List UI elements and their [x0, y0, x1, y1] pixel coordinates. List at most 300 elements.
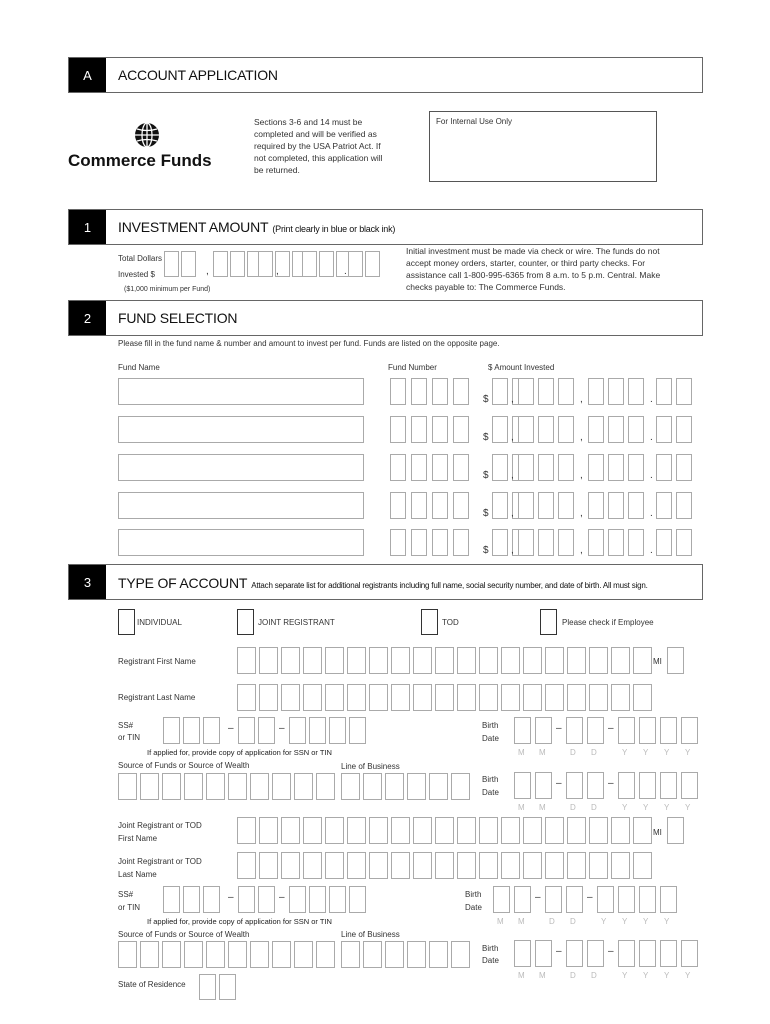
joint-first-name-box[interactable] — [633, 817, 652, 844]
joint-last-name-box[interactable] — [589, 852, 608, 879]
joint-first-name-box[interactable] — [479, 817, 498, 844]
registrant-last-name-box[interactable] — [413, 684, 432, 711]
registrant-ssn-box[interactable] — [258, 717, 275, 744]
joint-business-box[interactable] — [429, 941, 448, 968]
joint-2-birth-month-box[interactable] — [535, 940, 552, 967]
amount-digit-box[interactable] — [676, 416, 692, 443]
joint-2-birth-hint: M — [539, 971, 546, 980]
investment-digit-box[interactable] — [258, 251, 273, 277]
joint-first-name-box[interactable] — [391, 817, 410, 844]
amount-digit-box[interactable] — [676, 529, 692, 556]
joint-birth-year-box[interactable] — [597, 886, 614, 913]
joint-ssn-dash: – — [279, 892, 285, 903]
registrant-last-name-box[interactable] — [523, 684, 542, 711]
investment-digit-box[interactable] — [230, 251, 245, 277]
amount-digit-box[interactable] — [518, 454, 534, 481]
amount-digit-box[interactable] — [492, 454, 508, 481]
joint-source-box[interactable] — [272, 941, 291, 968]
registrant-2-birth-hint: D — [570, 803, 576, 812]
registrant-2-birth-month-box[interactable] — [514, 772, 531, 799]
registrant-first-name-box[interactable] — [479, 647, 498, 674]
joint-first-name-box[interactable] — [589, 817, 608, 844]
joint-first-name-box[interactable] — [281, 817, 300, 844]
joint-2-birth-hint: Y — [643, 971, 649, 980]
registrant-business-box[interactable] — [385, 773, 404, 800]
joint-first-name-box[interactable] — [501, 817, 520, 844]
amount-comma: , — [580, 394, 583, 405]
amount-digit-box[interactable] — [538, 529, 554, 556]
joint-2-birth-hint: D — [591, 971, 597, 980]
registrant-last-name-box[interactable] — [589, 684, 608, 711]
amount-digit-box[interactable] — [538, 492, 554, 519]
joint-last-name-box[interactable] — [479, 852, 498, 879]
joint-first-name-box[interactable] — [259, 817, 278, 844]
registrant-source-box[interactable] — [206, 773, 225, 800]
fund-number-box[interactable] — [411, 378, 427, 405]
joint-2-birth-month-box[interactable] — [514, 940, 531, 967]
joint-last-name-box[interactable] — [633, 852, 652, 879]
registrant-first-name-box[interactable] — [259, 647, 278, 674]
registrant-birth-month-box[interactable] — [535, 717, 552, 744]
amount-digit-box[interactable] — [608, 492, 624, 519]
amount-digit-box[interactable] — [492, 529, 508, 556]
registrant-birth-day-box[interactable] — [587, 717, 604, 744]
joint-last-label-2: Last Name — [118, 870, 157, 879]
joint-first-name-box[interactable] — [435, 817, 454, 844]
registrant-2-birth-year-box[interactable] — [660, 772, 677, 799]
registrant-first-name-box[interactable] — [633, 647, 652, 674]
registrant-mi-box[interactable] — [667, 647, 684, 674]
joint-registrant-label: JOINT REGISTRANT — [258, 618, 335, 627]
registrant-last-name-box[interactable] — [237, 684, 256, 711]
registrant-first-name-box[interactable] — [435, 647, 454, 674]
joint-last-name-box[interactable] — [523, 852, 542, 879]
fund-number-box[interactable] — [411, 529, 427, 556]
registrant-first-name-box[interactable] — [589, 647, 608, 674]
joint-business-box[interactable] — [341, 941, 360, 968]
amount-digit-box[interactable] — [518, 529, 534, 556]
registrant-last-name-box[interactable] — [479, 684, 498, 711]
joint-2-birth-year-box[interactable] — [681, 940, 698, 967]
amount-digit-box[interactable] — [656, 492, 672, 519]
fund-instructions: Please fill in the fund name & number and amount to invest per fund. Funds are listed on the opposite page. — [118, 339, 500, 348]
joint-2-birth-day-box[interactable] — [566, 940, 583, 967]
amount-digit-box[interactable] — [608, 529, 624, 556]
joint-first-name-box[interactable] — [457, 817, 476, 844]
amount-digit-box[interactable] — [518, 378, 534, 405]
joint-source-box[interactable] — [294, 941, 313, 968]
joint-2-birth-dash: – — [608, 946, 614, 957]
registrant-last-name-box[interactable] — [259, 684, 278, 711]
amount-digit-box[interactable] — [676, 454, 692, 481]
joint-birth-day-box[interactable] — [566, 886, 583, 913]
registrant-source-box[interactable] — [316, 773, 335, 800]
dollar-sign: $ — [483, 394, 489, 405]
registrant-birth-hint: Y — [643, 748, 649, 757]
investment-digit-box[interactable] — [181, 251, 196, 277]
joint-last-name-box[interactable] — [391, 852, 410, 879]
registrant-ssn-box[interactable] — [238, 717, 255, 744]
joint-birth-hint: Y — [601, 917, 607, 926]
joint-first-name-box[interactable] — [413, 817, 432, 844]
joint-ssn-note: If applied for, provide copy of application for SSN or TIN — [147, 917, 332, 926]
registrant-business-box[interactable] — [451, 773, 470, 800]
amount-digit-box[interactable] — [676, 378, 692, 405]
joint-last-name-box[interactable] — [303, 852, 322, 879]
registrant-last-name-box[interactable] — [611, 684, 630, 711]
fund-number-box[interactable] — [390, 454, 406, 481]
registrant-last-name-box[interactable] — [457, 684, 476, 711]
fund-number-box[interactable] — [411, 416, 427, 443]
registrant-mi-label: MI — [653, 657, 662, 666]
minimum-note: ($1,000 minimum per Fund) — [124, 286, 211, 293]
amount-digit-box[interactable] — [608, 378, 624, 405]
amount-digit-box[interactable] — [608, 416, 624, 443]
fund-number-box[interactable] — [453, 454, 469, 481]
joint-birth-year-box[interactable] — [639, 886, 656, 913]
investment-digit-box[interactable] — [348, 251, 363, 277]
section-1-subtitle: (Print clearly in blue or black ink) — [272, 224, 396, 234]
investment-digit-box[interactable] — [302, 251, 317, 277]
joint-first-name-box[interactable] — [523, 817, 542, 844]
fund-number-box[interactable] — [432, 492, 448, 519]
registrant-last-name-box[interactable] — [633, 684, 652, 711]
registrant-ssn-box[interactable] — [309, 717, 326, 744]
joint-source-box[interactable] — [184, 941, 203, 968]
amount-digit-box[interactable] — [656, 454, 672, 481]
joint-first-name-box[interactable] — [567, 817, 586, 844]
registrant-birth-month-box[interactable] — [514, 717, 531, 744]
joint-last-name-box[interactable] — [347, 852, 366, 879]
registrant-last-name-box[interactable] — [325, 684, 344, 711]
state-of-residence-box[interactable] — [219, 974, 236, 1000]
registrant-first-name-box[interactable] — [523, 647, 542, 674]
joint-2-birth-year-box[interactable] — [639, 940, 656, 967]
joint-ss-label: SS# — [118, 890, 134, 899]
joint-ssn-box[interactable] — [349, 886, 366, 913]
registrant-ssn-box[interactable] — [203, 717, 220, 744]
registrant-source-box[interactable] — [140, 773, 159, 800]
registrant-ssn-box[interactable] — [163, 717, 180, 744]
dollar-sign: $ — [483, 470, 489, 481]
registrant-2-birth-day-box[interactable] — [566, 772, 583, 799]
registrant-2-birth-year-box[interactable] — [681, 772, 698, 799]
joint-ssn-box[interactable] — [289, 886, 306, 913]
joint-first-name-box[interactable] — [237, 817, 256, 844]
amount-digit-box[interactable] — [558, 378, 574, 405]
joint-ssn-box[interactable] — [329, 886, 346, 913]
amount-digit-box[interactable] — [492, 378, 508, 405]
amount-digit-box[interactable] — [492, 492, 508, 519]
registrant-ssn-dash: – — [228, 723, 234, 734]
registrant-birth-year-box[interactable] — [681, 717, 698, 744]
joint-source-box[interactable] — [228, 941, 247, 968]
dollar-sign: $ — [483, 545, 489, 556]
registrant-ssn-box[interactable] — [329, 717, 346, 744]
invested-label: Invested $ — [118, 270, 155, 279]
registrant-last-name-box[interactable] — [545, 684, 564, 711]
registrant-2-birth-hint: Y — [622, 803, 628, 812]
registrant-last-name-box[interactable] — [567, 684, 586, 711]
amount-digit-box[interactable] — [628, 416, 644, 443]
fund-number-box[interactable] — [390, 378, 406, 405]
registrant-ssn-box[interactable] — [349, 717, 366, 744]
joint-last-name-box[interactable] — [611, 852, 630, 879]
joint-ssn-box[interactable] — [163, 886, 180, 913]
joint-source-box[interactable] — [250, 941, 269, 968]
amount-digit-box[interactable] — [492, 416, 508, 443]
joint-first-name-box[interactable] — [347, 817, 366, 844]
employee-checkbox[interactable] — [540, 609, 557, 635]
investment-digit-box[interactable] — [213, 251, 228, 277]
registrant-birth-year-box[interactable] — [639, 717, 656, 744]
registrant-first-name-box[interactable] — [369, 647, 388, 674]
amount-digit-box[interactable] — [588, 454, 604, 481]
registrant-2-birth-year-box[interactable] — [639, 772, 656, 799]
registrant-first-name-box[interactable] — [347, 647, 366, 674]
registrant-ssn-box[interactable] — [183, 717, 200, 744]
section-2-title: FUND SELECTION — [118, 310, 238, 326]
amount-digit-box[interactable] — [628, 378, 644, 405]
amount-digit-box[interactable] — [628, 529, 644, 556]
registrant-2-birth-month-box[interactable] — [535, 772, 552, 799]
fund-name-input[interactable] — [118, 492, 364, 519]
registrant-business-box[interactable] — [429, 773, 448, 800]
registrant-date-label: Date — [482, 734, 499, 743]
amount-digit-box[interactable] — [518, 416, 534, 443]
registrant-first-name-box[interactable] — [501, 647, 520, 674]
registrant-birth-year-box[interactable] — [660, 717, 677, 744]
fund-number-box[interactable] — [411, 454, 427, 481]
joint-birth-hint: Y — [664, 917, 670, 926]
joint-birth-hint: D — [570, 917, 576, 926]
joint-last-name-box[interactable] — [259, 852, 278, 879]
amount-digit-box[interactable] — [656, 378, 672, 405]
fund-number-box[interactable] — [432, 378, 448, 405]
amount-digit-box[interactable] — [538, 416, 554, 443]
amount-digit-box[interactable] — [538, 378, 554, 405]
registrant-first-name-box[interactable] — [391, 647, 410, 674]
joint-last-name-box[interactable] — [413, 852, 432, 879]
joint-business-box[interactable] — [451, 941, 470, 968]
amount-digit-box[interactable] — [558, 454, 574, 481]
registrant-source-box[interactable] — [162, 773, 181, 800]
registrant-last-name-box[interactable] — [435, 684, 454, 711]
joint-last-name-box[interactable] — [281, 852, 300, 879]
registrant-2-birth-hint: D — [591, 803, 597, 812]
joint-birth-year-box[interactable] — [660, 886, 677, 913]
joint-first-name-box[interactable] — [303, 817, 322, 844]
joint-last-name-box[interactable] — [545, 852, 564, 879]
registrant-2-birth-dash: – — [608, 778, 614, 789]
joint-first-name-box[interactable] — [611, 817, 630, 844]
registrant-last-name-box[interactable] — [303, 684, 322, 711]
joint-first-name-box[interactable] — [325, 817, 344, 844]
section-1-title-wrap — [118, 219, 395, 235]
state-of-residence-box[interactable] — [199, 974, 216, 1000]
amount-digit-box[interactable] — [588, 416, 604, 443]
amount-digit-box[interactable] — [628, 454, 644, 481]
fund-number-box[interactable] — [432, 454, 448, 481]
joint-ssn-box[interactable] — [183, 886, 200, 913]
fund-number-box[interactable] — [453, 492, 469, 519]
joint-birth-day-box[interactable] — [545, 886, 562, 913]
fund-number-box[interactable] — [390, 416, 406, 443]
fund-number-box[interactable] — [432, 529, 448, 556]
fund-number-box[interactable] — [453, 529, 469, 556]
section-3-subtitle: Attach separate list for additional registrants including full name, social security number, and date of birth. All must sign. — [251, 581, 648, 590]
amount-digit-box[interactable] — [656, 416, 672, 443]
registrant-first-name-box[interactable] — [567, 647, 586, 674]
amount-digit-box[interactable] — [518, 492, 534, 519]
registrant-2-birth-dash: – — [556, 778, 562, 789]
joint-ssn-box[interactable] — [203, 886, 220, 913]
joint-mi-box[interactable] — [667, 817, 684, 844]
joint-last-name-box[interactable] — [369, 852, 388, 879]
registrant-2-birth-hint: M — [539, 803, 546, 812]
joint-birth-year-box[interactable] — [618, 886, 635, 913]
amount-digit-box[interactable] — [558, 529, 574, 556]
fund-name-input[interactable] — [118, 529, 364, 556]
fund-number-box[interactable] — [390, 529, 406, 556]
dollar-sign: $ — [483, 432, 489, 443]
fund-name-input[interactable] — [118, 416, 364, 443]
fund-number-box[interactable] — [453, 378, 469, 405]
registrant-2-birth-hint: M — [518, 803, 525, 812]
joint-ssn-box[interactable] — [309, 886, 326, 913]
joint-last-name-box[interactable] — [435, 852, 454, 879]
registrant-source-box[interactable] — [184, 773, 203, 800]
joint-business-box[interactable] — [407, 941, 426, 968]
amount-digit-box[interactable] — [628, 492, 644, 519]
joint-source-box[interactable] — [206, 941, 225, 968]
joint-first-label-1: Joint Registrant or TOD — [118, 821, 202, 830]
col-amount: $ Amount Invested — [488, 363, 555, 372]
registrant-source-box[interactable] — [228, 773, 247, 800]
joint-birth-hint: Y — [643, 917, 649, 926]
joint-2-birth-year-box[interactable] — [660, 940, 677, 967]
fund-number-box[interactable] — [432, 416, 448, 443]
registrant-first-name-box[interactable] — [413, 647, 432, 674]
joint-business-box[interactable] — [385, 941, 404, 968]
registrant-first-name-box[interactable] — [611, 647, 630, 674]
registrant-first-name-box[interactable] — [281, 647, 300, 674]
fund-number-box[interactable] — [390, 492, 406, 519]
joint-source-box[interactable] — [118, 941, 137, 968]
registrant-last-name-box[interactable] — [347, 684, 366, 711]
joint-business-box[interactable] — [363, 941, 382, 968]
registrant-first-name-box[interactable] — [237, 647, 256, 674]
joint-last-name-box[interactable] — [457, 852, 476, 879]
investment-digit-box[interactable] — [365, 251, 380, 277]
joint-2-birth-hint: Y — [664, 971, 670, 980]
investment-digit-box[interactable] — [164, 251, 179, 277]
joint-source-box[interactable] — [316, 941, 335, 968]
registrant-last-name-box[interactable] — [501, 684, 520, 711]
col-fund-number: Fund Number — [388, 363, 437, 372]
fund-name-input[interactable] — [118, 378, 364, 405]
registrant-source-box[interactable] — [272, 773, 291, 800]
registrant-last-name-box[interactable] — [281, 684, 300, 711]
registrant-birth-hint: M — [518, 748, 525, 757]
joint-2-birth-day-box[interactable] — [587, 940, 604, 967]
registrant-birth-day-box[interactable] — [566, 717, 583, 744]
amount-digit-box[interactable] — [588, 529, 604, 556]
registrant-tin-label: or TIN — [118, 733, 141, 742]
registrant-birth-year-box[interactable] — [618, 717, 635, 744]
registrant-business-box[interactable] — [341, 773, 360, 800]
amount-digit-box[interactable] — [676, 492, 692, 519]
section-2-tab: 2 — [69, 301, 106, 335]
joint-registrant-checkbox[interactable] — [237, 609, 254, 635]
section-3-title: TYPE OF ACCOUNT — [118, 575, 248, 591]
investment-digit-box[interactable] — [319, 251, 334, 277]
amount-decimal: . — [650, 432, 653, 443]
joint-source-box[interactable] — [162, 941, 181, 968]
joint-ssn-box[interactable] — [258, 886, 275, 913]
amount-digit-box[interactable] — [538, 454, 554, 481]
joint-birth-month-box[interactable] — [514, 886, 531, 913]
joint-last-name-box[interactable] — [567, 852, 586, 879]
amount-digit-box[interactable] — [558, 492, 574, 519]
section-a-header — [68, 57, 703, 93]
joint-first-name-box[interactable] — [369, 817, 388, 844]
registrant-first-name-box[interactable] — [325, 647, 344, 674]
registrant-source-box[interactable] — [250, 773, 269, 800]
registrant-first-name-box[interactable] — [545, 647, 564, 674]
amount-digit-box[interactable] — [588, 378, 604, 405]
individual-checkbox[interactable] — [118, 609, 135, 635]
joint-last-name-box[interactable] — [237, 852, 256, 879]
joint-last-name-box[interactable] — [501, 852, 520, 879]
amount-decimal: . — [650, 545, 653, 556]
fund-number-box[interactable] — [411, 492, 427, 519]
joint-first-name-box[interactable] — [545, 817, 564, 844]
amount-digit-box[interactable] — [588, 492, 604, 519]
internal-use-box — [429, 111, 657, 182]
registrant-source-box[interactable] — [118, 773, 137, 800]
tod-checkbox[interactable] — [421, 609, 438, 635]
registrant-2-birth-year-box[interactable] — [618, 772, 635, 799]
registrant-source-box[interactable] — [294, 773, 313, 800]
fund-number-box[interactable] — [453, 416, 469, 443]
fund-name-input[interactable] — [118, 454, 364, 481]
registrant-last-label: Registrant Last Name — [118, 693, 196, 702]
registrant-birth-hint: M — [539, 748, 546, 757]
registrant-first-label: Registrant First Name — [118, 657, 196, 666]
registrant-business-box[interactable] — [407, 773, 426, 800]
registrant-last-name-box[interactable] — [369, 684, 388, 711]
joint-birth-month-box[interactable] — [493, 886, 510, 913]
amount-comma: , — [511, 470, 514, 481]
registrant-ssn-box[interactable] — [289, 717, 306, 744]
individual-label: INDIVIDUAL — [137, 618, 182, 627]
joint-source-box[interactable] — [140, 941, 159, 968]
amount-digit-box[interactable] — [558, 416, 574, 443]
registrant-business-box[interactable] — [363, 773, 382, 800]
amount-digit-box[interactable] — [608, 454, 624, 481]
amount-digit-box[interactable] — [656, 529, 672, 556]
registrant-ssn-dash: – — [279, 723, 285, 734]
registrant-birth-hint: Y — [664, 748, 670, 757]
joint-last-name-box[interactable] — [325, 852, 344, 879]
registrant-first-name-box[interactable] — [457, 647, 476, 674]
joint-2-birth-year-box[interactable] — [618, 940, 635, 967]
joint-ssn-box[interactable] — [238, 886, 255, 913]
registrant-2-birth-day-box[interactable] — [587, 772, 604, 799]
registrant-first-name-box[interactable] — [303, 647, 322, 674]
registrant-last-name-box[interactable] — [391, 684, 410, 711]
